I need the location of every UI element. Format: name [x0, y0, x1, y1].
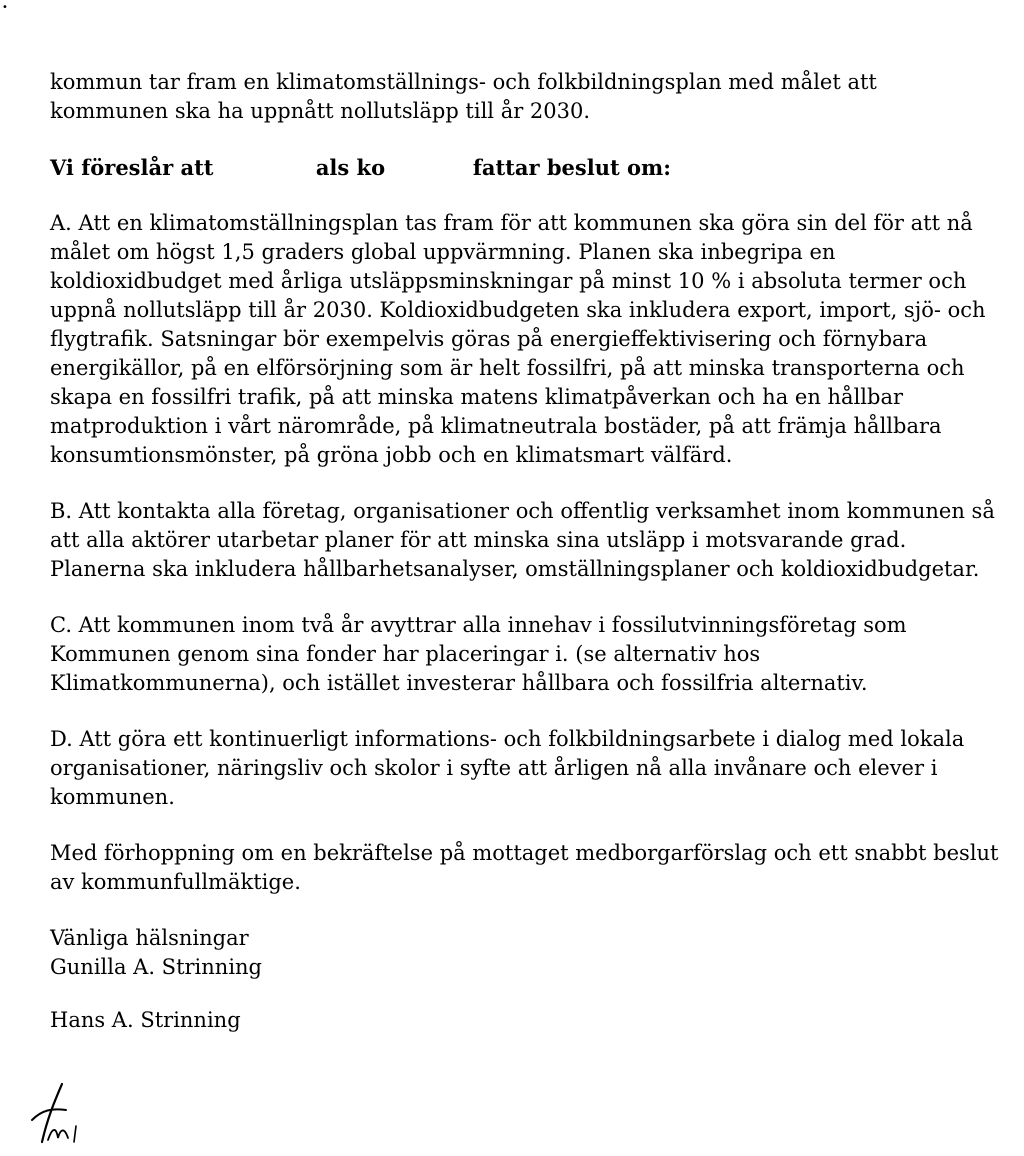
- point-a-line: A. Att en klimatomställningsplan tas fram för att kommunen ska göra sin del för att nå: [50, 211, 973, 235]
- point-a-paragraph: [50, 209, 1010, 470]
- point-d-line: kommunen.: [50, 785, 175, 809]
- point-d-paragraph: [50, 725, 1010, 812]
- corner-mark: •: [2, 2, 8, 13]
- second-signer: [50, 1006, 1010, 1035]
- spacer: [50, 897, 1010, 924]
- signer-name: Hans A. Strinning: [50, 1008, 241, 1032]
- point-a-line: målet om högst 1,5 graders global uppvärmning. Planen ska inbegripa en: [50, 240, 836, 264]
- spacer: [50, 812, 1010, 839]
- spacer: [50, 698, 1010, 725]
- handwritten-signature-icon: [22, 1080, 92, 1150]
- point-b-line: Planerna ska inkludera hållbarhetsanalyser, omställningsplaner och koldioxidbudgetar.: [50, 557, 980, 581]
- intro-line: kommunen ska ha uppnått nollutsläpp till år 2030.: [50, 99, 591, 123]
- spacer: [50, 584, 1010, 611]
- point-a-line: koldioxidbudget med årliga utsläppsminskningar på minst 10 % i absoluta termer och: [50, 269, 967, 293]
- closing-line: Med förhoppning om en bekräftelse på mottaget medborgarförslag och ett snabbt beslut: [50, 841, 999, 865]
- greeting: Vänliga hälsningar: [50, 926, 249, 950]
- closing-line: av kommunfullmäktige.: [50, 870, 301, 894]
- point-b-paragraph: [50, 497, 1010, 584]
- letter-body: [50, 68, 1010, 1035]
- point-c-line: Kommunen genom sina fonder har placeringar i. (se alternativ hos: [50, 642, 761, 666]
- point-a-line: matproduktion i vårt närområde, på klimatneutrala bostäder, på att främja hållbara: [50, 414, 942, 438]
- spacer: [50, 470, 1010, 497]
- sign-off: [50, 924, 1010, 982]
- point-c-line: C. Att kommunen inom två år avyttrar alla innehav i fossilutvinningsföretag som: [50, 613, 907, 637]
- point-b-line: B. Att kontakta alla företag, organisationer och offentlig verksamhet inom kommunen så: [50, 499, 995, 523]
- point-d-line: D. Att göra ett kontinuerligt informations- och folkbildningsarbete i dialog med lokala: [50, 727, 965, 751]
- point-d-line: organisationer, näringsliv och skolor i syfte att årligen nå alla invånare och elever i: [50, 756, 938, 780]
- point-c-paragraph: [50, 611, 1010, 698]
- intro-paragraph: [50, 68, 1010, 126]
- proposal-heading: Vi föreslår att als ko fattar beslut om:: [50, 155, 671, 180]
- spacer: [50, 182, 1010, 209]
- point-c-line: Klimatkommunerna), och istället investerar hållbara och fossilfria alternativ.: [50, 671, 868, 695]
- point-a-line: uppnå nollutsläpp till år 2030. Koldioxidbudgeten ska inkludera export, import, sjö- och: [50, 298, 986, 322]
- spacer: [50, 982, 1010, 1006]
- point-a-line: konsumtionsmönster, på gröna jobb och en klimatsmart välfärd.: [50, 443, 733, 467]
- intro-line: kommun tar fram en klimatomställnings- och folkbildningsplan med målet att: [50, 70, 877, 94]
- point-b-line: att alla aktörer utarbetar planer för att minska sina utsläpp i motsvarande grad.: [50, 528, 907, 552]
- point-a-line: flygtrafik. Satsningar bör exempelvis göras på energieffektivisering och förnybara: [50, 327, 928, 351]
- point-a-line: skapa en fossilfri trafik, på att minska matens klimatpåverkan och ha en hållbar: [50, 385, 904, 409]
- closing-paragraph: [50, 839, 1010, 897]
- point-a-line: energikällor, på en elförsörjning som är helt fossilfri, på att minska transporterna och: [50, 356, 965, 380]
- signer-name: Gunilla A. Strinning: [50, 955, 262, 979]
